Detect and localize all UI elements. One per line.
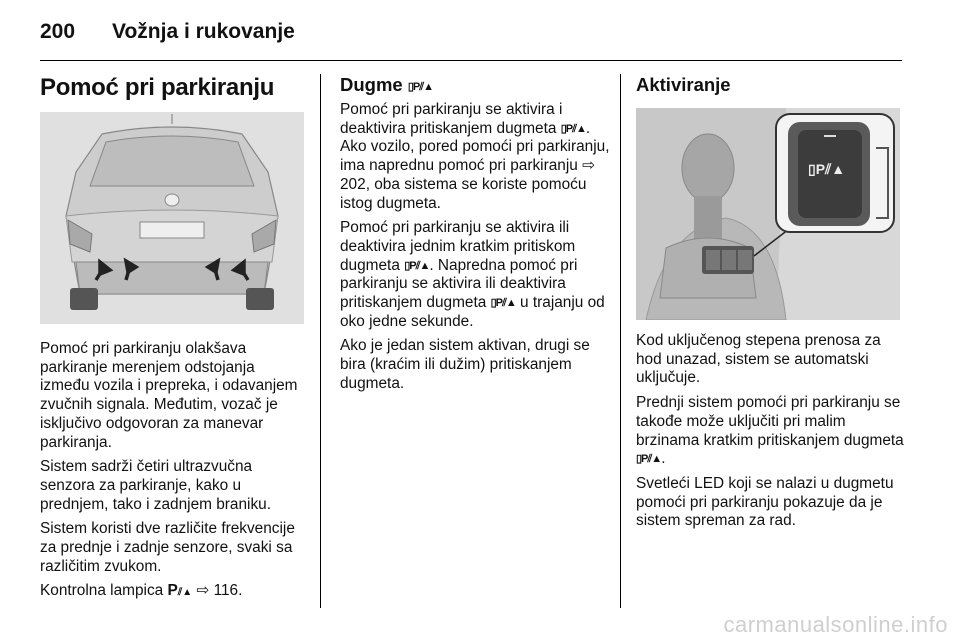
lamp-paragraph: Kontrolna lampica P⫽▲ ⇨ 116. xyxy=(40,582,243,600)
parking-assist-button-icon: ▯P⫽▲ xyxy=(490,297,516,310)
svg-text:▯P⫽▲: ▯P⫽▲ xyxy=(808,161,846,177)
parking-assist-button-icon: ▯P⫽▲ xyxy=(560,122,586,135)
frequencies-paragraph: Sistem koristi dve različite frekvencije za prednje i zadnje senzore, svaki sa različitim zvukom. xyxy=(40,520,295,575)
section-title: Vožnja i rukovanje xyxy=(112,20,295,43)
column-right xyxy=(636,74,908,537)
reference-arrow-icon: ⇨ xyxy=(582,157,596,175)
page-title: Pomoć pri parkiranju xyxy=(40,74,275,101)
column-divider-1 xyxy=(320,74,321,608)
watermark: carmanualsonline.info xyxy=(723,612,948,637)
header-rule xyxy=(40,60,902,61)
activation-paragraph-3: Svetleći LED koji se nalazi u dugmetu pomoći pri parkiranju pokazuje da je sistem spreman za rad. xyxy=(636,474,894,530)
sensors-paragraph: Sistem sadrži četiri ultrazvučna senzora za parkiranje, kako u prednjem, tako i zadnjem braniku. xyxy=(40,458,271,513)
page-header xyxy=(40,20,295,44)
car-rear-illustration xyxy=(40,112,304,324)
intro-paragraph: Pomoć pri parkiranju olakšava parkiranje merenjem odstojanja između vozila i prepreka, i odavanjem zvučnih signala. Međutim, vozač je isključivo odgovoran za manevar parkiranja. xyxy=(40,340,298,451)
page-number: 200 xyxy=(40,20,76,43)
reference-arrow-icon: ⇨ xyxy=(196,582,210,600)
parking-assist-button-icon: ▯P⫽▲ xyxy=(404,259,430,272)
column-middle xyxy=(340,74,612,400)
parking-assist-button-icon: ▯P⫽▲ xyxy=(636,453,662,466)
console-button-illustration xyxy=(636,108,900,320)
button-paragraph-3: Ako je jedan sistem aktivan, drugi se bira (kraćim ili dužim) pritiskanjem dugmeta. xyxy=(340,337,590,392)
column-left xyxy=(40,74,308,609)
button-section-title: Dugme ▯P⫽▲ xyxy=(340,74,612,98)
button-paragraph-1: Pomoć pri parkiranju se aktivira i deaktivira pritiskanjem dugmeta ▯P⫽▲. Ako vozilo, pored pomoći pri parkiranju, ima naprednu pomoć pri parkiranju ⇨ 202, oba sistema se koriste pomoću istog dugmeta. xyxy=(340,101,610,212)
button-paragraph-2: Pomoć pri parkiranju se aktivira ili deaktivira jednim kratkim pritiskom dugmeta ▯P⫽▲. Napredna pomoć pri parkiranju se aktivira ili deaktivira pritiskanjem dugmeta ▯P⫽▲ u trajanju od oko jedne sekunde. xyxy=(340,219,605,330)
activation-section-title: Aktiviranje xyxy=(636,74,731,95)
activation-paragraph-1: Kod uključenog stepena prenosa za hod unazad, sistem se automatski uključuje. xyxy=(636,332,881,387)
column-divider-2 xyxy=(620,74,621,608)
parking-assist-button-icon: ▯P⫽▲ xyxy=(407,81,434,93)
parking-assist-lamp-icon: P⫽▲ xyxy=(167,582,193,600)
activation-paragraph-2: Prednji sistem pomoći pri parkiranju se takođe može uključiti pri malim brzinama kratkim pritiskanjem dugmeta ▯P⫽▲. xyxy=(636,394,904,468)
